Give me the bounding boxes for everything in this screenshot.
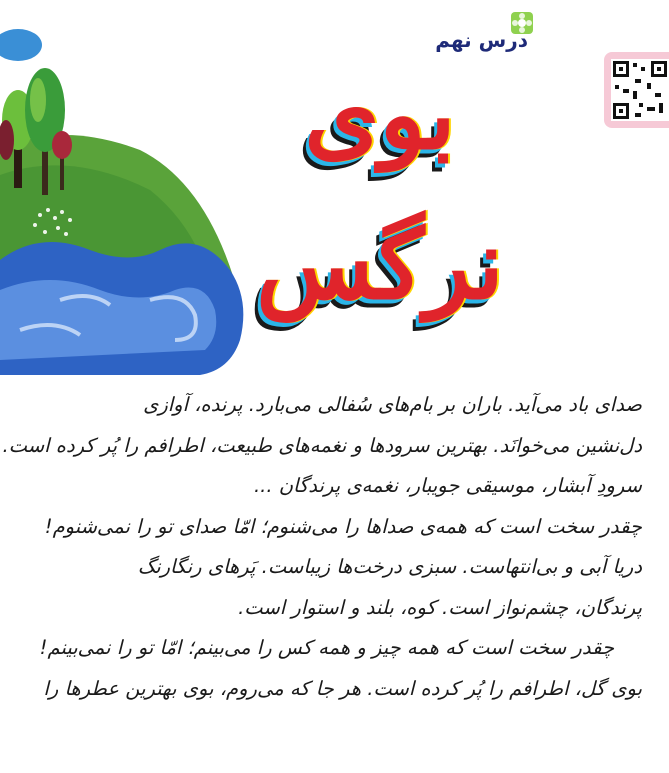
text-line: صدای باد می‌آید. باران بر بام‌های سُفالی می‌بارد. پرنده، آوازی (143, 393, 642, 416)
qr-pattern (611, 59, 669, 121)
text-line: سرودِ آبشار، موسیقی جویبار، نغمه‌ی پرندگان ... (253, 474, 642, 497)
text-line: دل‌نشین می‌خوانَد. بهترین سرودها و نغمه‌های طبیعت، اطرافم را پُر کرده است. (2, 433, 642, 457)
text-line: دریا آبی و بی‌انتهاست. سبزی درخت‌ها زیباست. پَرهای رنگارنگ (137, 555, 642, 578)
page-title: بوی نرگس (256, 58, 504, 321)
text-line: چقدر سخت است که همه چیز و همه کس را می‌بینم؛ امّا تو را نمی‌بینم! (39, 636, 614, 659)
cloud-shape (0, 29, 42, 61)
lesson-label: درس نهم (435, 28, 528, 52)
text-line: چقدر سخت است که همه‌ی صداها را می‌شنوم؛ امّا صدای تو را نمی‌شنوم! (44, 514, 642, 538)
text-line: بوی گل، اطرافم را پُر کرده است. هر جا که می‌روم، بوی بهترین عطرها را (43, 676, 642, 700)
text-line: پرندگان، چشم‌نواز است. کوه، بلند و استوار است. (238, 595, 642, 619)
lesson-body-text (2, 385, 642, 709)
qr-code-icon[interactable] (604, 52, 669, 128)
